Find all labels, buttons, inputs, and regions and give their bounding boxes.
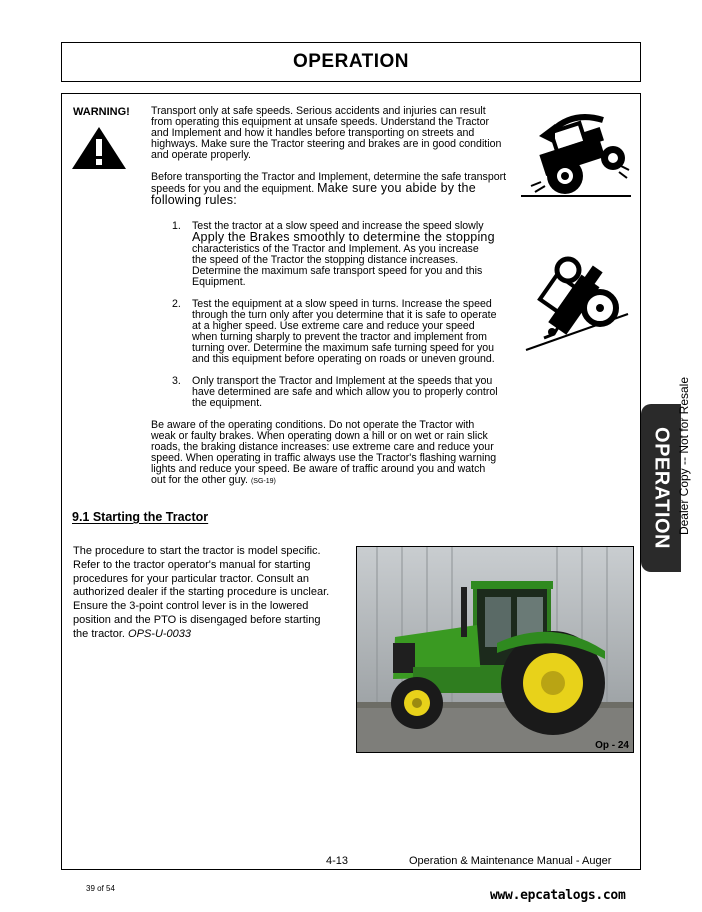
tractor-rollover-illustration bbox=[522, 252, 632, 352]
tractor-photo bbox=[356, 546, 634, 753]
warning-text bbox=[151, 106, 519, 487]
dealer-watermark: Dealer Copy -- Not for Resale bbox=[677, 376, 691, 536]
rule-item: 3. Only transport the Tractor and Implement at the speeds that you have determined are safe and which allow you to properly control the equipment. bbox=[172, 375, 498, 409]
photo-caption: Op - 24 bbox=[595, 740, 629, 751]
tractor-braking-illustration bbox=[521, 106, 631, 198]
rule-item: 1. Test the tractor at a slow speed and increase the speed slowly Apply the Brakes smoothly to determine the stopping characteristics of the Tractor and Implement. As you increase the speed of the Tractor the stopping distance increases. Determine the maximum safe transport speed for you and this Equipment. bbox=[172, 220, 495, 288]
procedure-code: OPS-U-0033 bbox=[128, 627, 192, 640]
rule-item: 2. Test the equipment at a slow speed in turns. Increase the speed through the turn only after you determine that it is safe to operate at a higher speed. Use extreme care and reduce your speed when turning sharply to prevent the tractor and implement from turning over. Determine the maximum safe turning speed for you and this equipment before operating on roads or uneven ground. bbox=[172, 298, 497, 365]
starting-procedure-text: The procedure to start the tractor is model specific. Refer to the tractor operator's manual for starting procedures for your particular tractor. Consult an authorized dealer if the starting procedure is unclear. Ensure the 3-point control lever is in the lowered position and the PTO is disengaged before starting the tractor. OPS-U-0033 bbox=[73, 545, 330, 640]
page-title: OPERATION bbox=[292, 51, 410, 72]
footer-page-number: 4-13 bbox=[326, 855, 349, 867]
site-watermark: www.epcatalogs.com bbox=[490, 888, 626, 903]
footer-manual-title: Operation & Maintenance Manual - Auger bbox=[409, 855, 612, 867]
header-box bbox=[61, 42, 641, 82]
warning-before-transport: Before transporting the Tractor and Implement, determine the safe transport speeds for you and the equipment. Make sure you abide by the following rules: bbox=[151, 171, 507, 207]
section-heading: 9.1 Starting the Tractor bbox=[72, 510, 209, 524]
warning-triangle-icon bbox=[70, 125, 128, 171]
warning-intro: Transport only at safe speeds. Serious accidents and injuries can result from operating this equipment at unsafe speeds. Understand the Tractor and Implement and how it handles before transporting on streets and highways. Make sure the Tractor steering and brakes are in good condition and operate properly. bbox=[151, 106, 502, 161]
warning-aware: Be aware of the operating conditions. Do not operate the Tractor with weak or faulty brakes. When operating down a hill or on wet or rain slick roads, the braking distance increases: use extreme care and reduce your speed. When operating in traffic always use the Tractor's flashing warning lights and reduce your speed. Be aware of traffic around you and watch out for the other guy. (SG-19) bbox=[151, 419, 497, 486]
side-tab-label: OPERATION bbox=[650, 427, 673, 549]
safety-code: (SG-19) bbox=[250, 478, 276, 485]
tractor-photo-image bbox=[357, 547, 634, 753]
transport-rules-list bbox=[151, 221, 519, 409]
page-count: 39 of 54 bbox=[86, 884, 115, 893]
warning-label: WARNING! bbox=[73, 106, 130, 118]
